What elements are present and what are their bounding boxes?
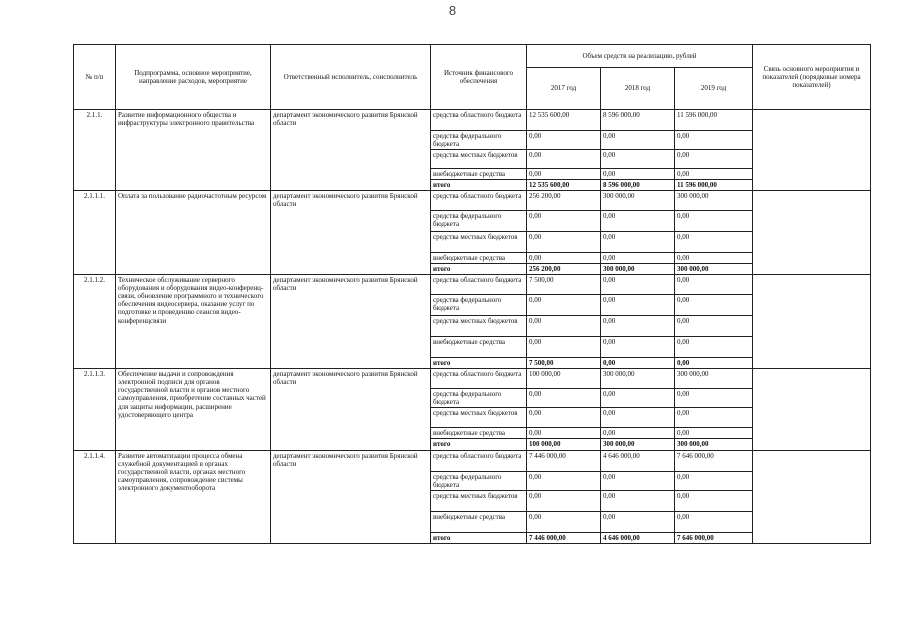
amount-year-2018: 8 596 000,00 [601, 180, 675, 191]
source-label-extra: внебюджетные средства [431, 253, 527, 264]
source-label-total: итого [431, 358, 527, 369]
row-executor: департамент экономического развития Брянской области [271, 110, 431, 191]
source-label-federal: средства федерального бюджета [431, 131, 527, 150]
amount-year-2019: 0,00 [675, 358, 753, 369]
source-label-local: средства местных бюджетов [431, 150, 527, 169]
amount-year-2017: 0,00 [527, 169, 601, 180]
table-row [74, 450, 871, 471]
amount-year-2019: 0,00 [675, 511, 753, 532]
amount-year-2018: 0,00 [601, 253, 675, 264]
row-executor: департамент экономического развития Брянской области [271, 450, 431, 543]
amount-year-2019: 7 646 000,00 [675, 532, 753, 543]
amount-year-2017: 0,00 [527, 471, 601, 490]
amount-year-2019: 0,00 [675, 389, 753, 408]
amount-year-2018: 0,00 [601, 490, 675, 511]
amount-year-2019: 11 596 000,00 [675, 180, 753, 191]
source-label-local: средства местных бюджетов [431, 490, 527, 511]
amount-year-2018: 0,00 [601, 232, 675, 253]
amount-year-2018: 0,00 [601, 211, 675, 232]
amount-year-2017: 0,00 [527, 316, 601, 337]
amount-year-2017: 0,00 [527, 490, 601, 511]
amount-year-2018: 0,00 [601, 169, 675, 180]
row-program-name: Оплата за пользование радиочастотным ресурсом [116, 191, 271, 275]
amount-year-2019: 0,00 [675, 316, 753, 337]
amount-year-2017: 0,00 [527, 511, 601, 532]
row-number: 2.1.1.3. [74, 369, 116, 450]
source-label-total: итого [431, 439, 527, 450]
source-label-local: средства местных бюджетов [431, 232, 527, 253]
amount-year-2017: 12 535 600,00 [527, 110, 601, 131]
amount-year-2018: 300 000,00 [601, 191, 675, 211]
source-label-regional: средства областного бюджета [431, 275, 527, 295]
amount-year-2017: 0,00 [527, 428, 601, 439]
amount-year-2017: 256 200,00 [527, 264, 601, 275]
row-number: 2.1.1.4. [74, 450, 116, 543]
amount-year-2017: 0,00 [527, 389, 601, 408]
amount-year-2019: 300 000,00 [675, 369, 753, 389]
amount-year-2017: 7 500,00 [527, 358, 601, 369]
row-executor: департамент экономического развития Брянской области [271, 191, 431, 275]
amount-year-2019: 0,00 [675, 408, 753, 428]
amount-year-2018: 0,00 [601, 275, 675, 295]
amount-year-2017: 0,00 [527, 408, 601, 428]
header-program: Подпрограмма, основное мероприятие, направление расходов, мероприятие [116, 45, 271, 110]
table-row [74, 110, 871, 131]
amount-year-2018: 0,00 [601, 150, 675, 169]
amount-year-2017: 7 500,00 [527, 275, 601, 295]
table-row [74, 369, 871, 389]
amount-year-2018: 0,00 [601, 358, 675, 369]
row-indicator-link [753, 110, 871, 191]
table-body [74, 110, 871, 544]
row-program-name: Техническое обслуживание серверного оборудования и оборудования видео-конференц-связи, обновление программного и технического обеспечения видеосервера, оказание услуг по подготовке и проведению сеансов видео-конференцсвязи [116, 275, 271, 369]
source-label-federal: средства федерального бюджета [431, 471, 527, 490]
source-label-local: средства местных бюджетов [431, 408, 527, 428]
row-program-name: Развитие автоматизации процесса обмена служебной документацией в органах государственной власти, органах местного самоуправления, сопровождение системы электронного документооборота [116, 450, 271, 543]
source-label-federal: средства федерального бюджета [431, 389, 527, 408]
source-label-local: средства местных бюджетов [431, 316, 527, 337]
row-number: 2.1.1.2. [74, 275, 116, 369]
source-label-total: итого [431, 532, 527, 543]
header-num: № п/п [74, 45, 116, 110]
row-program-name: Обеспечение выдачи и сопровождения электронной подписи для органов государственной власти и органов местного самоуправления, приобретение составных частей для защиты информации, расширение удостоверяющего центра [116, 369, 271, 450]
source-label-extra: внебюджетные средства [431, 337, 527, 358]
amount-year-2019: 7 646 000,00 [675, 450, 753, 471]
amount-year-2019: 0,00 [675, 428, 753, 439]
amount-year-2018: 0,00 [601, 511, 675, 532]
header-year-2019: 2019 год [675, 68, 753, 110]
amount-year-2017: 0,00 [527, 131, 601, 150]
source-label-total: итого [431, 180, 527, 191]
row-indicator-link [753, 450, 871, 543]
source-label-extra: внебюджетные средства [431, 511, 527, 532]
page-number: 8 [448, 3, 457, 18]
source-label-extra: внебюджетные средства [431, 169, 527, 180]
amount-year-2019: 0,00 [675, 131, 753, 150]
amount-year-2019: 300 000,00 [675, 191, 753, 211]
amount-year-2017: 100 000,00 [527, 369, 601, 389]
amount-year-2018: 300 000,00 [601, 439, 675, 450]
row-executor: департамент экономического развития Брянской области [271, 275, 431, 369]
amount-year-2019: 0,00 [675, 275, 753, 295]
source-label-federal: средства федерального бюджета [431, 295, 527, 316]
header-link: Связь основного мероприятия и показателей (порядковые номера показателей) [753, 45, 871, 110]
source-label-regional: средства областного бюджета [431, 110, 527, 131]
header-volume: Объем средств на реализацию, рублей [527, 45, 753, 68]
header-year-2017: 2017 год [527, 68, 601, 110]
amount-year-2017: 0,00 [527, 253, 601, 264]
amount-year-2017: 0,00 [527, 295, 601, 316]
source-label-regional: средства областного бюджета [431, 369, 527, 389]
source-label-extra: внебюджетные средства [431, 428, 527, 439]
amount-year-2018: 0,00 [601, 337, 675, 358]
amount-year-2019: 0,00 [675, 253, 753, 264]
source-label-total: итого [431, 264, 527, 275]
header-source: Источник финансового обеспечения [431, 45, 527, 110]
amount-year-2018: 0,00 [601, 408, 675, 428]
amount-year-2019: 0,00 [675, 150, 753, 169]
amount-year-2019: 0,00 [675, 211, 753, 232]
header-executor: Ответственный исполнитель, соисполнитель [271, 45, 431, 110]
amount-year-2019: 0,00 [675, 232, 753, 253]
amount-year-2018: 0,00 [601, 428, 675, 439]
source-label-regional: средства областного бюджета [431, 450, 527, 471]
amount-year-2017: 256 200,00 [527, 191, 601, 211]
amount-year-2017: 0,00 [527, 337, 601, 358]
amount-year-2019: 11 596 000,00 [675, 110, 753, 131]
amount-year-2018: 8 596 000,00 [601, 110, 675, 131]
amount-year-2019: 300 000,00 [675, 264, 753, 275]
amount-year-2017: 100 000,00 [527, 439, 601, 450]
amount-year-2018: 4 646 000,00 [601, 450, 675, 471]
amount-year-2019: 0,00 [675, 490, 753, 511]
amount-year-2019: 300 000,00 [675, 439, 753, 450]
amount-year-2017: 0,00 [527, 211, 601, 232]
row-number: 2.1.1.1. [74, 191, 116, 275]
amount-year-2018: 4 646 000,00 [601, 532, 675, 543]
amount-year-2017: 0,00 [527, 232, 601, 253]
source-label-federal: средства федерального бюджета [431, 211, 527, 232]
amount-year-2018: 0,00 [601, 316, 675, 337]
amount-year-2019: 0,00 [675, 471, 753, 490]
row-indicator-link [753, 369, 871, 450]
row-indicator-link [753, 191, 871, 275]
amount-year-2017: 7 446 000,00 [527, 532, 601, 543]
amount-year-2019: 0,00 [675, 169, 753, 180]
table-row [74, 275, 871, 295]
amount-year-2018: 0,00 [601, 389, 675, 408]
amount-year-2019: 0,00 [675, 295, 753, 316]
amount-year-2018: 300 000,00 [601, 264, 675, 275]
table-row [74, 191, 871, 211]
row-program-name: Развитие информационного общества и инфраструктуры электронного правительства [116, 110, 271, 191]
amount-year-2018: 0,00 [601, 295, 675, 316]
amount-year-2017: 7 446 000,00 [527, 450, 601, 471]
budget-table [73, 44, 871, 544]
amount-year-2019: 0,00 [675, 337, 753, 358]
amount-year-2017: 12 535 600,00 [527, 180, 601, 191]
amount-year-2018: 300 000,00 [601, 369, 675, 389]
source-label-regional: средства областного бюджета [431, 191, 527, 211]
row-indicator-link [753, 275, 871, 369]
amount-year-2017: 0,00 [527, 150, 601, 169]
header-year-2018: 2018 год [601, 68, 675, 110]
row-executor: департамент экономического развития Брянской области [271, 369, 431, 450]
row-number: 2.1.1. [74, 110, 116, 191]
amount-year-2018: 0,00 [601, 471, 675, 490]
amount-year-2018: 0,00 [601, 131, 675, 150]
